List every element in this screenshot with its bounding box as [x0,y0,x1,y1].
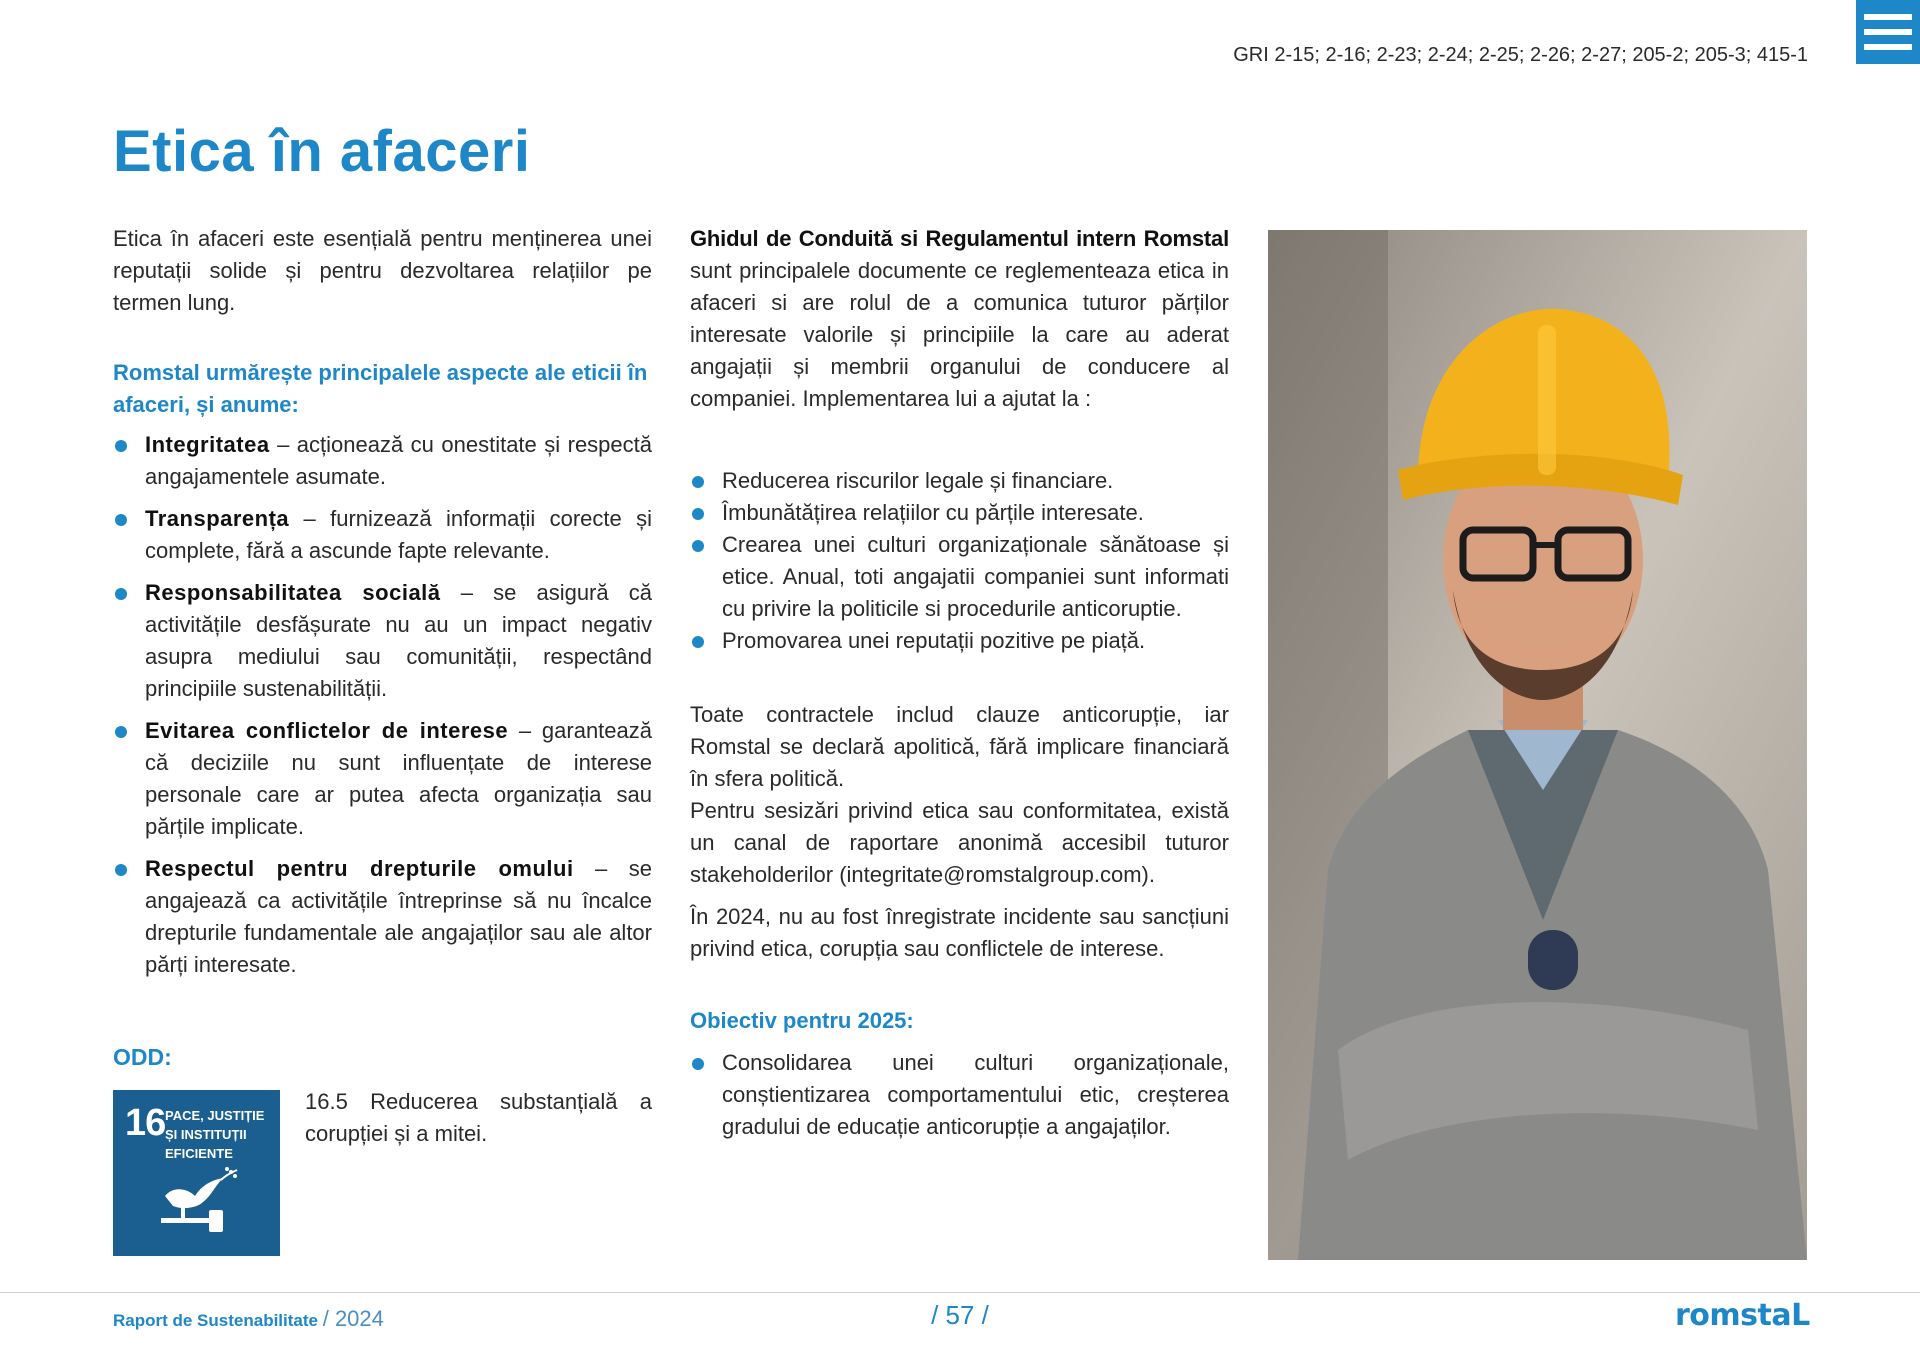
aspect-item [113,577,652,705]
benefit-item: Reducerea riscurilor legale și financiare. [690,465,1229,497]
aspect-description: – se angajează ca activitățile întreprinse să nu încalce drepturile fundamentale ale angajaților sau ale altor părți interesate. [145,856,652,977]
aspect-item [113,715,652,843]
dove-gavel-icon [151,1166,241,1241]
benefits-list [690,465,1229,657]
aspect-term: Transparența [145,506,290,531]
gri-codes: GRI 2-15; 2-16; 2-23; 2-24; 2-25; 2-26; 2-27; 205-2; 205-3; 415-1 [1233,44,1808,66]
menu-button[interactable] [1856,0,1920,64]
hamburger-bar [1864,44,1912,50]
odd-label: ODD: [113,1044,172,1070]
engineer-illustration [1268,230,1807,1260]
aspect-description: – acționează cu onestitate și respectă angajamentele asumate. [145,432,652,489]
aspect-item [113,503,652,567]
aspects-list [113,429,652,981]
contracts-paragraph: Toate contractele includ clauze anticorupție, iar Romstal se declară apolitică, fără implicare financiară în sfera politică. [690,702,1229,791]
objective-item: Consolidarea unei culturi organizaționale, conștientizarea comportamentului etic, creșterea gradului de educație anticorupție a angajaților. [690,1047,1229,1143]
aspect-term: Responsabilitatea socială [145,580,441,605]
incidents-paragraph: În 2024, nu au fost înregistrate incidente sau sancțiuni privind etica, corupția sau conflictele de interese. [690,904,1229,961]
guide-description: sunt principalele documente ce reglementeaza etica in afaceri si are rolul de a comunica tuturor părților interesate valorile și principiile la care au aderat angajații și membrii organului de conducere al companiei. Implementarea lui a ajutat la : [690,258,1229,411]
middle-column [690,223,1229,1143]
hamburger-menu-icon [1864,14,1912,20]
guide-title: Ghidul de Conduită si Regulamentul intern Romstal [690,226,1229,251]
footer-report-title [113,1306,384,1332]
hamburger-bar [1864,29,1912,35]
footer-divider [0,1292,1920,1293]
aspects-subheading: Romstal urmărește principalele aspecte ale eticii în afaceri, și anume: [113,360,648,417]
aspect-item [113,853,652,981]
sdg-title: PACE, JUSTIȚIE ȘI INSTITUȚII EFICIENTE [165,1108,265,1161]
aspect-description: – furnizează informații corecte și complete, fără a ascunde fapte relevante. [145,506,652,563]
odd-target-text: 16.5 Reducerea substanțială a corupției și a mitei. [305,1089,652,1146]
reporting-paragraph: Pentru sesizări privind etica sau conformitatea, există un canal de raportare anonimă accesibil tuturor stakeholderilor (integritate@romstalgroup.com). [690,798,1229,887]
objective-title: Obiectiv pentru 2025: [690,1008,914,1033]
aspect-description: – garantează că deciziile nu sunt influențate de interese personale care ar putea afecta organizația sau părțile implicate. [145,718,653,839]
benefit-item: Îmbunătățirea relațiilor cu părțile interesate. [690,497,1229,529]
objective-list [690,1047,1229,1143]
sdg16-badge [113,1090,280,1256]
engineer-photo [1268,230,1807,1260]
aspect-term: Evitarea conflictelor de interese [145,718,509,743]
page-number: / 57 / [931,1300,989,1330]
guide-paragraph [690,223,1229,415]
benefit-item: Crearea unei culturi organizaționale sănătoase și etice. Anual, toti angajatii companiei sunt informati cu privire la politicile si procedurile anticoruptie. [690,529,1229,625]
intro-paragraph: Etica în afaceri este esențială pentru menținerea unei reputații solide și pentru dezvoltarea relațiilor pe termen lung. [113,226,652,315]
romstal-logo: romstaL [1675,1298,1810,1333]
benefit-item: Promovarea unei reputații pozitive pe piață. [690,625,1229,657]
aspect-term: Respectul pentru drepturile omului [145,856,574,881]
aspect-term: Integritatea [145,432,270,457]
report-name: Raport de Sustenabilitate [113,1311,318,1330]
aspect-description: – se asigură că activitățile desfășurate nu au un impact negativ asupra mediului sau comunității, respectând principiile sustenabilității. [145,580,653,701]
page-title: Etica în afaceri [113,119,531,184]
report-year: / 2024 [322,1306,384,1331]
left-column [113,223,652,991]
aspect-item [113,429,652,493]
sdg-number: 16 [125,1102,166,1144]
